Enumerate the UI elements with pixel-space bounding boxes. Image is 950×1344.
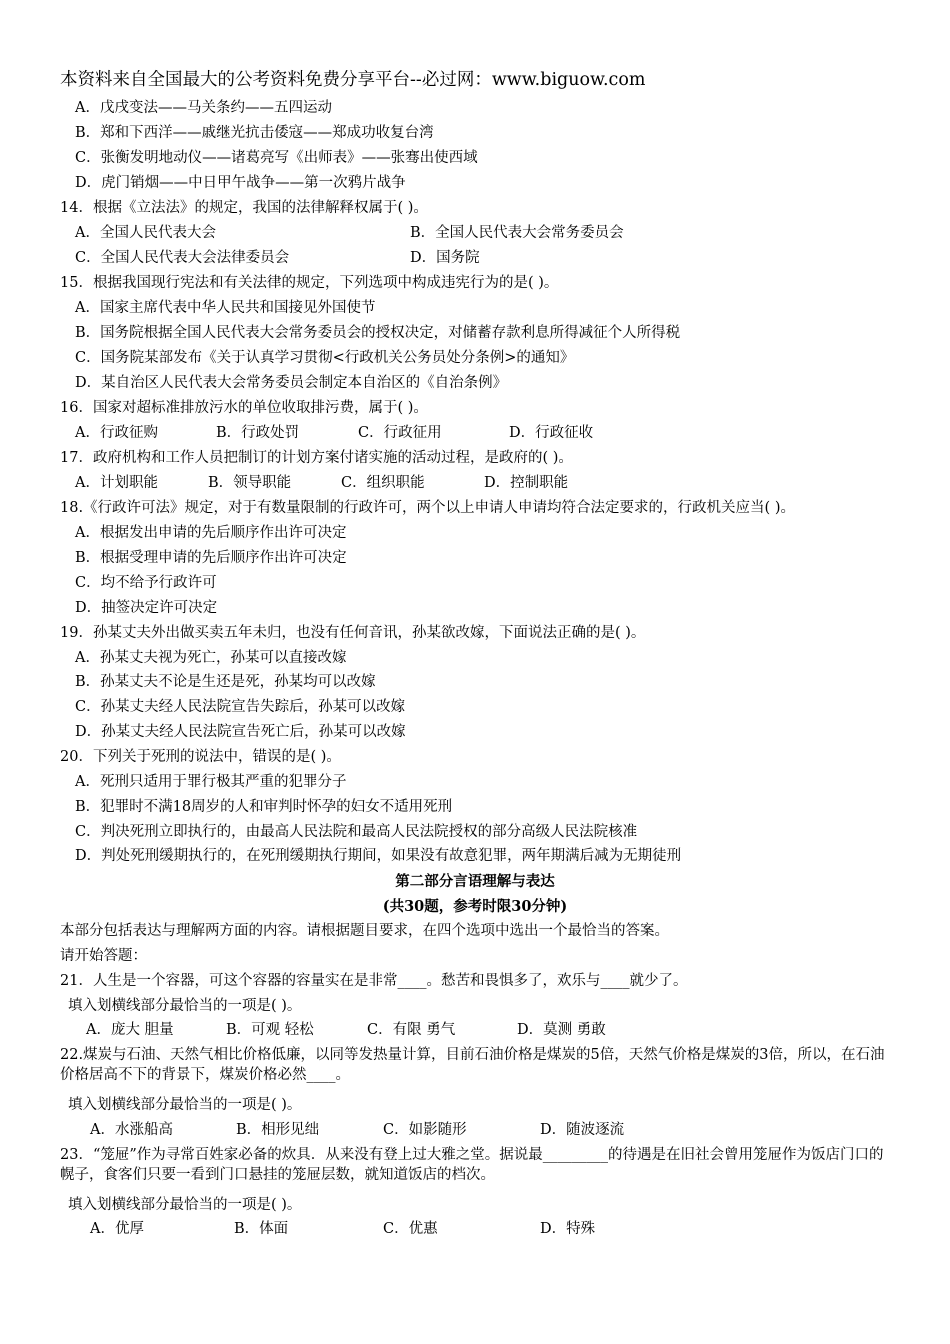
q20-option-b: B．犯罪时不满18周岁的人和审判时怀孕的妇女不适用死刑 bbox=[75, 799, 453, 815]
q13-option-b: B．郑和下西洋——戚继光抗击倭寇——郑成功收复台湾 bbox=[75, 125, 434, 141]
q23-option-b: B．体面 bbox=[234, 1221, 289, 1237]
q14-stem: 14．根据《立法法》的规定，我国的法律解释权属于( )。 bbox=[60, 200, 428, 216]
section2-subtitle: (共30题，参考时限30分钟) bbox=[382, 898, 568, 915]
q14-option-c: C．全国人民代表大会法律委员会 bbox=[75, 250, 290, 266]
q18-option-c: C．均不给予行政许可 bbox=[75, 575, 217, 591]
q18-option-a: A．根据发出申请的先后顺序作出许可决定 bbox=[75, 525, 347, 541]
q16-option-c: C．行政征用 bbox=[358, 425, 442, 441]
q17-option-b: B．领导职能 bbox=[208, 475, 292, 491]
q17-option-c: C．组织职能 bbox=[341, 475, 425, 491]
section2-start: 请开始答题： bbox=[60, 948, 147, 964]
q16-option-a: A．行政征购 bbox=[75, 425, 158, 441]
section2-intro: 本部分包括表达与理解两方面的内容。请根据题目要求，在四个选项中选出一个最恰当的答案。 bbox=[60, 923, 669, 939]
q22-option-b: B．相形见绌 bbox=[236, 1122, 320, 1138]
q22-option-d: D．随波逐流 bbox=[540, 1122, 625, 1138]
q21-option-b: B．可观 轻松 bbox=[226, 1022, 314, 1038]
q15-option-a: A．国家主席代表中华人民共和国接见外国使节 bbox=[75, 300, 376, 316]
q13-option-d: D．虎门销烟——中日甲午战争——第一次鸦片战争 bbox=[75, 175, 406, 191]
q21-stem: 21．人生是一个容器，可这个容器的容量实在是非常____。愁苦和畏惧多了，欢乐与____就少了。 bbox=[60, 973, 688, 989]
q20-stem: 20．下列关于死刑的说法中，错误的是( )。 bbox=[60, 749, 341, 765]
page-header: 本资料来自全国最大的公考资料免费分享平台--必过网：www.biguow.com bbox=[60, 70, 646, 90]
q14-option-d: D．国务院 bbox=[410, 250, 480, 266]
q18-option-b: B．根据受理申请的先后顺序作出许可决定 bbox=[75, 550, 347, 566]
q21-option-d: D．莫测 勇敢 bbox=[517, 1022, 606, 1038]
q23-stem: 23．“笼屉”作为寻常百姓家必备的炊具．从来没有登上过大雅之堂。据说最_________的待遇是在旧社会曾用笼屉作为饭店门口的幌子，食客们只要一看到门口悬挂的笼屉层数，就知道饭店的档次。 bbox=[60, 1147, 884, 1183]
q18-stem: 18.《行政许可法》规定，对于有数量限制的行政许可，两个以上申请人申请均符合法定要求的，行政机关应当( )。 bbox=[60, 500, 795, 516]
q13-option-a: A．戊戌变法——马关条约——五四运动 bbox=[75, 100, 332, 116]
q18-option-d: D．抽签决定许可决定 bbox=[75, 600, 218, 616]
q21-prompt: 填入划横线部分最恰当的一项是( )。 bbox=[68, 998, 302, 1014]
q15-option-b: B．国务院根据全国人民代表大会常务委员会的授权决定，对储蓄存款利息所得减征个人所得税 bbox=[75, 325, 681, 341]
q21-option-c: C．有限 勇气 bbox=[367, 1022, 456, 1038]
q17-option-d: D．控制职能 bbox=[484, 475, 569, 491]
q20-option-c: C．判决死刑立即执行的，由最高人民法院和最高人民法院授权的部分高级人民法院核准 bbox=[75, 824, 638, 840]
q17-option-a: A．计划职能 bbox=[75, 475, 158, 491]
q22-stem: 22.煤炭与石油、天然气相比价格低廉，以同等发热量计算，目前石油价格是煤炭的5倍，天然气价格是煤炭的3倍，所以，在石油价格居高不下的背景下，煤炭价格必然____。 bbox=[60, 1047, 885, 1083]
q16-stem: 16．国家对超标准排放污水的单位收取排污费，属于( )。 bbox=[60, 400, 428, 416]
q17-stem: 17．政府机构和工作人员把制订的计划方案付诸实施的活动过程，是政府的( )。 bbox=[60, 450, 573, 466]
q23-option-c: C．优惠 bbox=[383, 1221, 438, 1237]
q19-option-b: B．孙某丈夫不论是生还是死，孙某均可以改嫁 bbox=[75, 674, 376, 690]
q16-option-d: D．行政征收 bbox=[509, 425, 594, 441]
q15-stem: 15．根据我国现行宪法和有关法律的规定，下列选项中构成违宪行为的是( )。 bbox=[60, 275, 559, 291]
q20-option-d: D．判处死刑缓期执行的，在死刑缓期执行期间，如果没有故意犯罪，两年期满后减为无期徒刑 bbox=[75, 848, 682, 864]
q15-option-d: D．某自治区人民代表大会常务委员会制定本自治区的《自治条例》 bbox=[75, 375, 508, 391]
q22-prompt: 填入划横线部分最恰当的一项是( )。 bbox=[68, 1097, 302, 1113]
q16-option-b: B．行政处罚 bbox=[216, 425, 300, 441]
q19-option-c: C．孙某丈夫经人民法院宣告失踪后，孙某可以改嫁 bbox=[75, 699, 406, 715]
q22-option-a: A．水涨船高 bbox=[90, 1122, 173, 1138]
q23-prompt: 填入划横线部分最恰当的一项是( )。 bbox=[68, 1197, 302, 1213]
q19-stem: 19．孙某丈夫外出做买卖五年未归，也没有任何音讯，孙某欲改嫁，下面说法正确的是( )。 bbox=[60, 625, 646, 641]
q21-option-a: A．庞大 胆量 bbox=[86, 1022, 174, 1038]
q14-option-a: A．全国人民代表大会 bbox=[75, 225, 216, 241]
q23-option-a: A．优厚 bbox=[90, 1221, 144, 1237]
q19-option-d: D．孙某丈夫经人民法院宣告死亡后，孙某可以改嫁 bbox=[75, 724, 406, 740]
q14-option-b: B．全国人民代表大会常务委员会 bbox=[410, 225, 624, 241]
q13-option-c: C．张衡发明地动仪——诸葛亮写《出师表》——张骞出使西域 bbox=[75, 150, 478, 166]
q19-option-a: A．孙某丈夫视为死亡，孙某可以直接改嫁 bbox=[75, 650, 347, 666]
q23-option-d: D．特殊 bbox=[540, 1221, 596, 1237]
q20-option-a: A．死刑只适用于罪行极其严重的犯罪分子 bbox=[75, 774, 347, 790]
q22-option-c: C．如影随形 bbox=[383, 1122, 467, 1138]
q15-option-c: C．国务院某部发布《关于认真学习贯彻<行政机关公务员处分条例>的通知》 bbox=[75, 350, 575, 366]
section2-title: 第二部分言语理解与表达 bbox=[395, 873, 555, 890]
